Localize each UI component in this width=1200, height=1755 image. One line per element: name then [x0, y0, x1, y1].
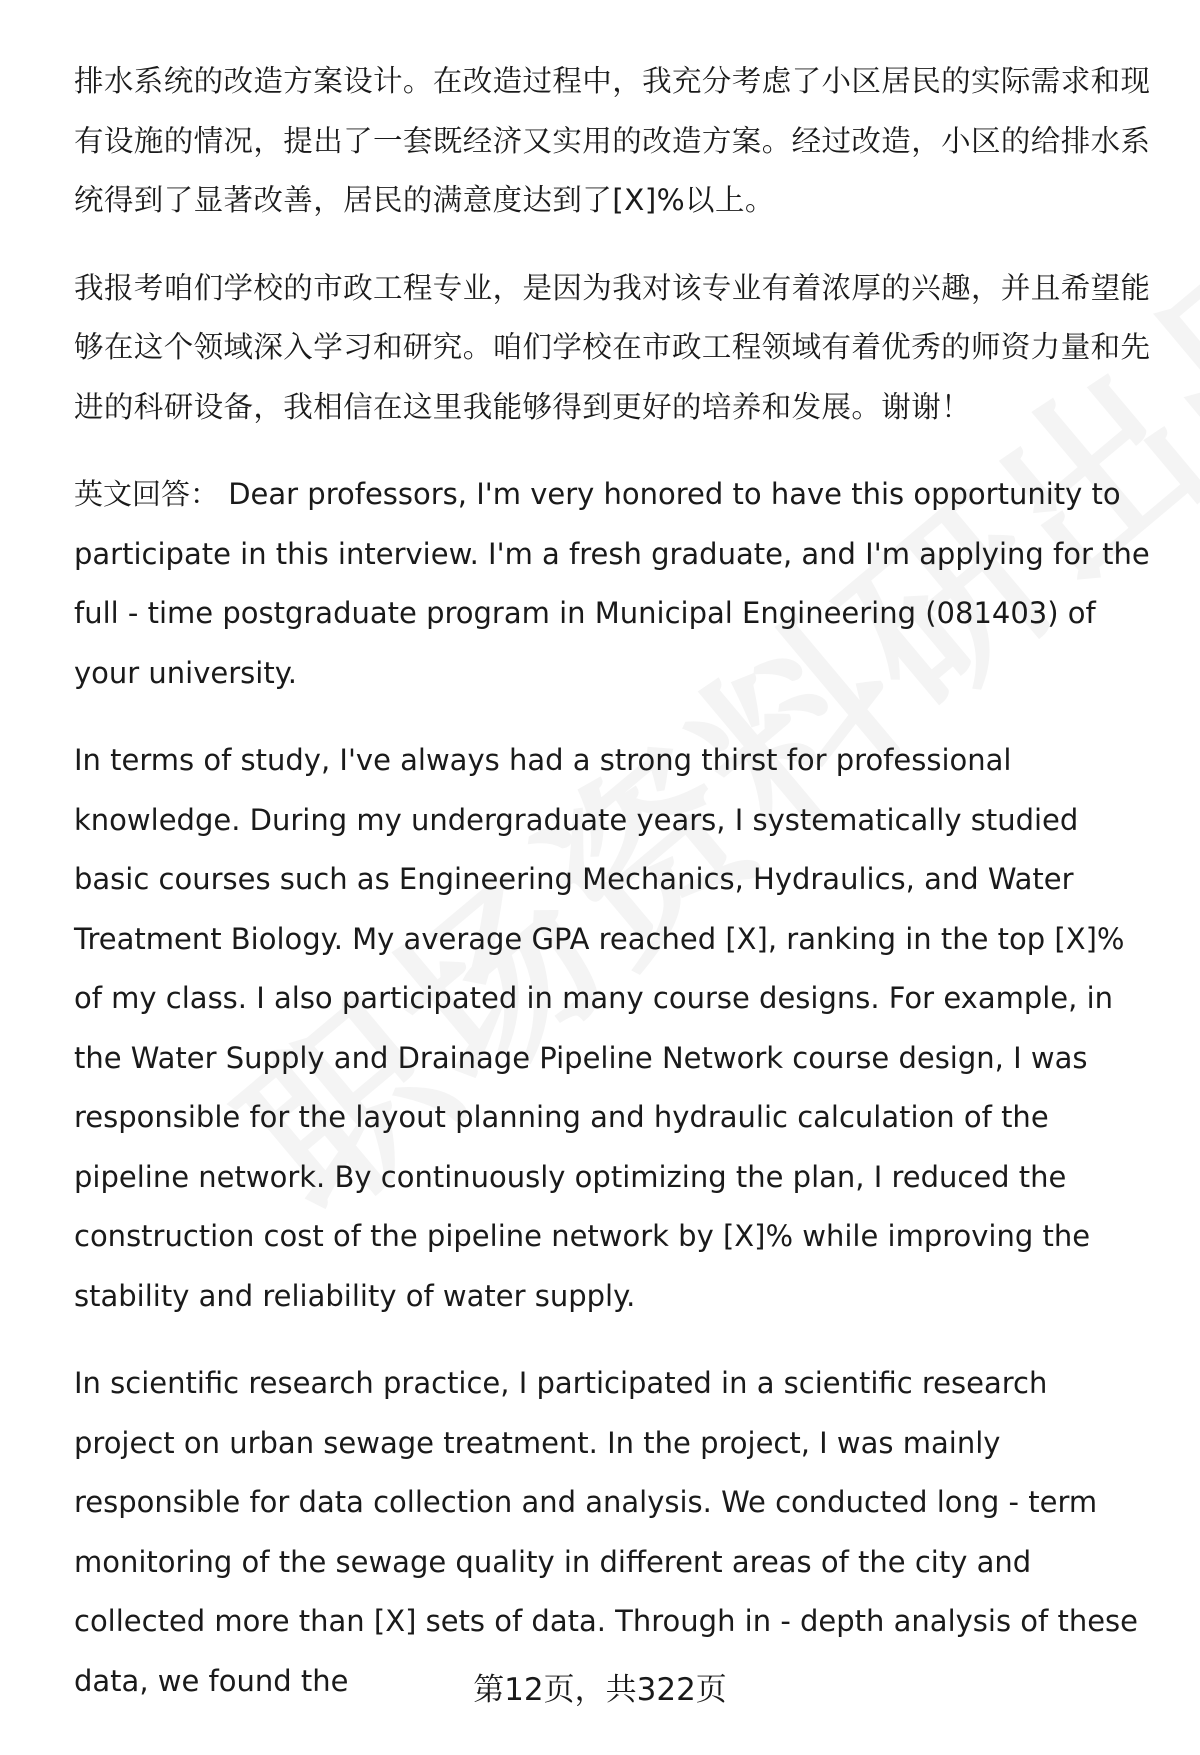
paragraph-motivation: 我报考咱们学校的市政工程专业，是因为我对该专业有着浓厚的兴趣，并且希望能够在这个领域深入学习和研究。咱们学校在市政工程领域有着优秀的师资力量和先进的科研设备，我相信在这里我能够得到更好的培养和发展。谢谢！ [74, 270, 1151, 424]
paragraph-study: In terms of study, I've always had a strong thirst for professional knowledge. During my undergraduate years, I systematically studied basic courses such as Engineering Mechanics, Hydraulics, and Water Treatment Biology. My average GPA reached [X], ranking in the top [X]% of my class. I also participated in many course designs. For example, in the Water Supply and Drainage Pipeline Network course design, I was responsible for the layout planning and hydraulic calculation of the pipeline network. By continuously optimizing the plan, I reduced the construction cost of the pipeline network by [X]% while improving the stability and reliability of water supply. [74, 743, 1125, 1313]
paragraph-english-intro: 英文回答： Dear professors, I'm very honored to have this opportunity to participate in this interview. I'm a fresh graduate, and I'm applying for the full - time postgraduate program in Municipal Engineering (081403) of your university. [74, 477, 1150, 690]
paragraph-research: In scientific research practice, I participated in a scientific research project on urban sewage treatment. In the project, I was mainly responsible for data collection and analysis. We conducted long - term monitoring of the sewage quality in different areas of the city and collected more than [X] sets of data. Through in - depth analysis of these data, we found the [74, 1366, 1138, 1698]
document-body [74, 52, 1154, 1711]
page-number: 第12页，共322页 [473, 1672, 727, 1708]
paragraph-renovation: 排水系统的改造方案设计。在改造过程中，我充分考虑了小区居民的实际需求和现有设施的情况，提出了一套既经济又实用的改造方案。经过改造，小区的给排水系统得到了显著改善，居民的满意度达到了[X]%以上。 [74, 64, 1151, 217]
